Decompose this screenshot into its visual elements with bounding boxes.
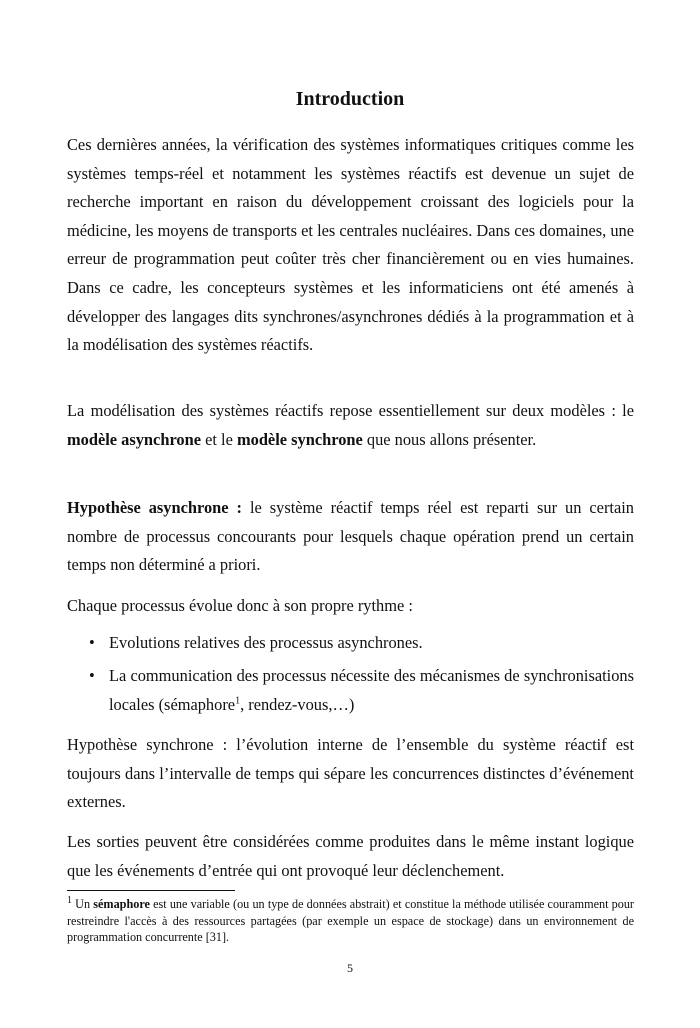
paragraph-hypothese-asynchrone-text <box>67 494 634 580</box>
bullet-list <box>67 628 634 723</box>
paragraph-intro <box>67 131 634 360</box>
footnote-reference[interactable]: 1 <box>235 695 241 707</box>
paragraph-sorties <box>67 828 634 885</box>
paragraph-intro-text: Ces dernières années, la vérification des systèmes informatiques critiques comme les systèmes temps-réel et notamment les systèmes réactifs est devenue un sujet de recherche important en raison du développement croissant des logiciels pour la médicine, les moyens de transports et les centrales nucléaires. Dans ces domaines, une erreur de programmation peut coûter très cher financièrement ou en vies humaines. Dans ce cadre, les concepteurs systèmes et les informaticiens ont été amenés à développer des langages dits synchrones/asynchrones dédiés à la programmation et à la modélisation des systèmes réactifs. <box>67 135 634 355</box>
text-span: que nous allons présenter. <box>362 429 537 449</box>
paragraph-models <box>67 397 634 454</box>
bullet-marker: • <box>89 633 95 652</box>
bold-term-synchrone: modèle synchrone <box>236 429 363 449</box>
page-title: Introduction <box>295 88 405 110</box>
bold-heading-asynchrone: Hypothèse asynchrone : <box>67 498 243 517</box>
footnote-text: est une variable (ou un type de données abstrait) et constitue la méthode utilisée couramment pour restreindre l'accès à des ressources partagées (par exemple un espace de stockage) dans un environnement de programmation concurrente [31]. <box>67 897 634 944</box>
paragraph-hypothese-asynchrone <box>67 494 634 580</box>
text-span: La modélisation des systèmes réactifs repose essentiellement sur deux modèles : le <box>67 401 634 420</box>
footnote <box>67 896 634 946</box>
paragraph-models-text <box>67 397 634 454</box>
list-item <box>67 661 634 719</box>
footnote-number: 1 <box>67 894 72 906</box>
footnote-separator <box>67 890 235 891</box>
page-number: 5 <box>347 961 353 975</box>
list-item-text: La communication des processus nécessite des mécanismes de synchronisations locales (sémaphore <box>109 666 634 714</box>
list-item-text: Evolutions relatives des processus asynchrones. <box>109 633 423 652</box>
bold-term-asynchrone: modèle asynchrone <box>67 429 202 449</box>
footnote-bold-term: sémaphore <box>93 897 150 911</box>
paragraph-hypothese-synchrone <box>67 731 634 817</box>
paragraph-rythme-text: Chaque processus évolue donc à son propre rythme : <box>67 596 413 615</box>
paragraph-sorties-text: Les sorties peuvent être considérées comme produites dans le même instant logique que les événements d’entrée qui ont provoqué leur déclenchement. <box>67 832 634 880</box>
list-item <box>67 628 634 657</box>
paragraph-rythme <box>67 592 634 621</box>
text-span: et le <box>201 429 237 449</box>
text-span: le système réactif temps réel est reparti sur un certain nombre de processus concourants pour lesquels chaque opération prend un certain temps non déterminé a priori. <box>67 498 634 575</box>
bullet-marker: • <box>89 666 95 685</box>
list-item-text-end: , rendez-vous,…) <box>240 695 355 714</box>
paragraph-hypothese-synchrone-text: Hypothèse synchrone : l’évolution interne de l’ensemble du système réactif est toujours dans l’intervalle de temps qui sépare les concurrences distinctes d’événement externes. <box>67 735 634 812</box>
text-span: Un <box>72 897 94 911</box>
